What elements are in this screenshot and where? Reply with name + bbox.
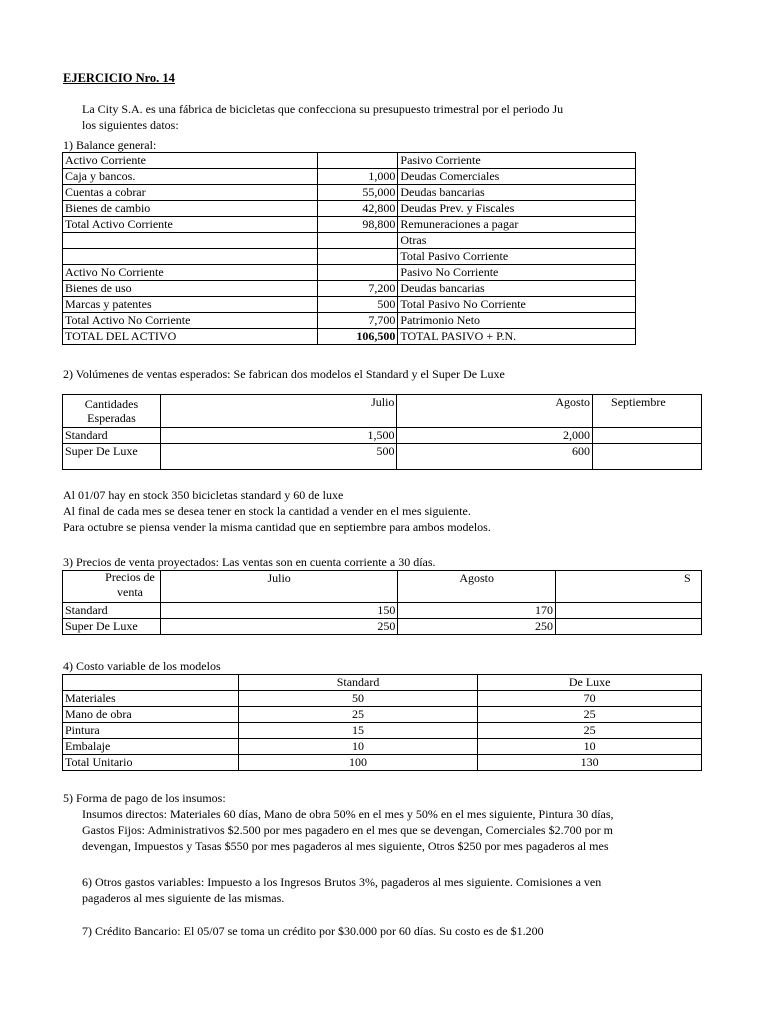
asset-amount: 55,000 <box>317 185 398 201</box>
payment-line-2: Gastos Fijos: Administrativos $2.500 por mes pagadero en el mes que se devengan, Comerciales $2.700 por m <box>82 823 613 837</box>
cost-label: Total Unitario <box>63 755 239 771</box>
liability-label: TOTAL PASIVO + P.N. <box>398 329 636 345</box>
liability-label: Total Pasivo No Corriente <box>398 297 636 313</box>
volume-cell: 1,500 <box>160 428 397 444</box>
variable-cost-clip <box>62 674 637 774</box>
asset-amount: 7,200 <box>317 281 398 297</box>
cost-value: 10 <box>478 739 702 755</box>
volume-header-cantidades: Cantidades Esperadas <box>63 395 161 428</box>
balance-row <box>63 249 636 265</box>
cost-header-cell: Standard <box>238 675 478 691</box>
liability-label: Deudas bancarias <box>398 185 636 201</box>
asset-amount <box>317 249 398 265</box>
asset-amount: 106,500 <box>317 329 398 345</box>
liability-label: Pasivo No Corriente <box>398 265 636 281</box>
payment-line-3: devengan, Impuestos y Tasas $550 por mes pagaderos al mes siguiente, Otros $250 por mes pagaderos al mes <box>82 839 609 853</box>
asset-label: Bienes de uso <box>63 281 318 297</box>
prices-row-label: Standard <box>63 603 161 619</box>
cost-value: 10 <box>238 739 478 755</box>
balance-row <box>63 313 636 329</box>
liability-label: Pasivo Corriente <box>398 153 636 169</box>
cost-value: 100 <box>238 755 478 771</box>
prices-cell: 250 <box>160 619 397 635</box>
asset-label: Total Activo No Corriente <box>63 313 318 329</box>
cost-header-row <box>63 675 702 691</box>
section-7-line-1: 7) Crédito Bancario: El 05/07 se toma un crédito por $30.000 por 60 días. Su costo es de $1.200 <box>82 924 544 938</box>
prices-cell: 250 <box>398 619 556 635</box>
prices-header-julio: Julio <box>160 571 397 603</box>
variable-cost-table <box>62 674 702 771</box>
balance-table <box>62 152 636 345</box>
cost-row <box>63 707 702 723</box>
liability-label: Patrimonio Neto <box>398 313 636 329</box>
section-4-heading: 4) Costo variable de los modelos <box>63 659 221 673</box>
cost-value: 25 <box>478 723 702 739</box>
section-2-heading: 2) Volúmenes de ventas esperados: Se fabrican dos modelos el Standard y el Super De Luxe <box>63 367 505 381</box>
volume-header-agosto: Agosto <box>397 395 593 428</box>
section-6-line-1: 6) Otros gastos variables: Impuesto a los Ingresos Brutos 3%, pagaderos al mes siguiente. Comisiones a ven <box>82 875 602 889</box>
payment-line-1: Insumos directos: Materiales 60 días, Mano de obra 50% en el mes y 50% en el mes siguiente, Pintura 30 días, <box>82 807 614 821</box>
prices-header-agosto: Agosto <box>398 571 556 603</box>
section-3-heading: 3) Precios de venta proyectados: Las ventas son en cuenta corriente a 30 días. <box>63 555 436 569</box>
intro-line-2: los siguientes datos: <box>82 118 179 132</box>
prices-row-label: Super De Luxe <box>63 619 161 635</box>
balance-row <box>63 297 636 313</box>
cost-row <box>63 755 702 771</box>
balance-row <box>63 265 636 281</box>
asset-label: Bienes de cambio <box>63 201 318 217</box>
cost-value: 15 <box>238 723 478 739</box>
asset-label <box>63 233 318 249</box>
asset-amount: 98,800 <box>317 217 398 233</box>
exercise-title: EJERCICIO Nro. 14 <box>63 71 175 85</box>
volume-row-label: Super De Luxe <box>63 444 161 470</box>
prices-table <box>62 570 702 635</box>
cost-row <box>63 739 702 755</box>
volume-cell <box>593 444 702 470</box>
cost-row <box>63 723 702 739</box>
balance-row <box>63 233 636 249</box>
cost-value: 70 <box>478 691 702 707</box>
cost-value: 25 <box>478 707 702 723</box>
asset-amount <box>317 233 398 249</box>
asset-amount: 1,000 <box>317 169 398 185</box>
asset-label: Caja y bancos. <box>63 169 318 185</box>
asset-label: Cuentas a cobrar <box>63 185 318 201</box>
prices-clip <box>62 570 691 638</box>
volume-cell <box>593 428 702 444</box>
volume-cell: 600 <box>397 444 593 470</box>
balance-row <box>63 185 636 201</box>
volume-row-label: Standard <box>63 428 161 444</box>
sales-volume-table <box>62 394 702 470</box>
liability-label: Otras <box>398 233 636 249</box>
section-6-line-2: pagaderos al mes siguiente de las mismas. <box>82 891 285 905</box>
cost-value: 25 <box>238 707 478 723</box>
volume-header-julio: Julio <box>160 395 397 428</box>
asset-label: TOTAL DEL ACTIVO <box>63 329 318 345</box>
balance-row <box>63 153 636 169</box>
asset-amount: 7,700 <box>317 313 398 329</box>
cost-value: 50 <box>238 691 478 707</box>
section-1-heading: 1) Balance general: <box>63 138 157 152</box>
asset-label: Activo Corriente <box>63 153 318 169</box>
stock-note-2: Al final de cada mes se desea tener en stock la cantidad a vender en el mes siguiente. <box>63 504 471 518</box>
liability-label: Deudas bancarias <box>398 281 636 297</box>
cost-label: Materiales <box>63 691 239 707</box>
asset-label: Marcas y patentes <box>63 297 318 313</box>
asset-amount: 500 <box>317 297 398 313</box>
asset-amount <box>317 153 398 169</box>
intro-line-1: La City S.A. es una fábrica de bicicletas que confecciona su presupuesto trimestral por el periodo Ju <box>82 102 564 116</box>
liability-label: Deudas Prev. y Fiscales <box>398 201 636 217</box>
cost-header-cell <box>63 675 239 691</box>
balance-row <box>63 281 636 297</box>
prices-cell <box>556 603 702 619</box>
asset-amount <box>317 265 398 281</box>
asset-label <box>63 249 318 265</box>
prices-cell: 170 <box>398 603 556 619</box>
volume-cell: 2,000 <box>397 428 593 444</box>
volume-cell: 500 <box>160 444 397 470</box>
liability-label: Total Pasivo Corriente <box>398 249 636 265</box>
prices-cell: 150 <box>160 603 397 619</box>
cost-label: Pintura <box>63 723 239 739</box>
asset-label: Total Activo Corriente <box>63 217 318 233</box>
balance-row <box>63 201 636 217</box>
balance-row <box>63 329 636 345</box>
cost-row <box>63 691 702 707</box>
section-5-heading: 5) Forma de pago de los insumos: <box>63 791 226 805</box>
cost-header-cell: De Luxe <box>478 675 702 691</box>
cost-label: Embalaje <box>63 739 239 755</box>
cost-value: 130 <box>478 755 702 771</box>
volume-header-septiembre: Septiembre <box>593 395 702 428</box>
prices-header-label: Precios de venta <box>105 570 155 599</box>
balance-row <box>63 169 636 185</box>
stock-note-3: Para octubre se piensa vender la misma cantidad que en septiembre para ambos modelos. <box>63 520 491 534</box>
liability-label: Deudas Comerciales <box>398 169 636 185</box>
prices-header-septiembre: S <box>556 571 702 603</box>
sales-volume-clip <box>62 394 666 472</box>
asset-amount: 42,800 <box>317 201 398 217</box>
prices-cell <box>556 619 702 635</box>
cost-label: Mano de obra <box>63 707 239 723</box>
liability-label: Remuneraciones a pagar <box>398 217 636 233</box>
balance-row <box>63 217 636 233</box>
asset-label: Activo No Corriente <box>63 265 318 281</box>
stock-note-1: Al 01/07 hay en stock 350 bicicletas standard y 60 de luxe <box>63 488 344 502</box>
